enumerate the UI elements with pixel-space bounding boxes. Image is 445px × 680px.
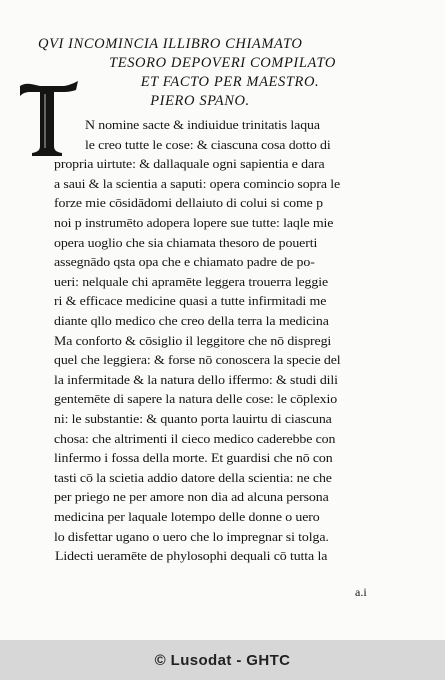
body-line: le creo tutte le cose: & ciascuna cosa dotto di <box>85 137 331 152</box>
title-line-4: PIERO SPANO. <box>150 93 250 109</box>
body-line: quel che leggiera: & forse nō conoscera la specie del <box>54 353 341 368</box>
body-line: opera uoglio che sia chiamata thesoro de pouerti <box>54 235 318 250</box>
body-line: chosa: che altrimenti il cieco medico caderebbe con <box>54 431 336 446</box>
body-line: ni: le substantie: & quanto porta lauirtu di ciascuna <box>54 412 332 426</box>
decorated-initial-letter <box>16 80 86 160</box>
body-line: Lidecti ueramēte de phylosophi dequali cō tutta la <box>55 549 328 564</box>
body-line: gentemēte di sapere la natura delle cose: le cōplexio <box>54 392 338 407</box>
body-line: la infermitade & la natura dello iffermo: & studi dili <box>54 372 338 387</box>
copyright-footer <box>0 640 445 680</box>
body-line: forze mie cōsidādomi dellaiuto di colui si come p <box>54 196 323 211</box>
body-line: tasti cō la scietia addio datore della scientia: ne che <box>54 470 332 485</box>
body-line: assegnādo qsta opa che e chiamato padre de po- <box>54 255 315 270</box>
body-line: propria uirtute: & dallaquale ogni sapientia e dara <box>54 157 325 172</box>
body-line: ri & efficace medicine quasi a tutte infirmitadi me <box>54 294 327 309</box>
title-line-2: TESORO DEPOVERI COMPILATO <box>109 55 336 71</box>
body-line: noi p instrumēto adopera lopere sue tutte: laqle mie <box>54 216 334 230</box>
body-line: Ma conforto & cōsiglio il leggitore che nō dispregi <box>54 333 332 348</box>
body-line: ueri: nelquale chi apramēte leggera trouerra leggie <box>54 274 329 289</box>
body-line: medicina per laquale lotempo delle donne o uero <box>54 510 320 524</box>
copyright-text: © Lusodat - GHTC <box>154 651 291 669</box>
title-line-3: ET FACTO PER MAESTRO. <box>140 74 320 90</box>
body-line: linfermo i fossa della morte. Et guardisi che nō con <box>54 451 333 466</box>
body-line: per priego ne per amore non dia ad alcuna persona <box>54 490 329 505</box>
signature-mark: a.i <box>355 585 367 599</box>
body-line: N nomine sacte & indiuidue trinitatis laqua <box>85 118 320 132</box>
title-line-1: QVI INCOMINCIA ILLIBRO CHIAMATO <box>38 36 303 52</box>
body-line: diante qllo medico che creo della terra la medicina <box>54 314 329 328</box>
body-line: a saui & la scientia a saputi: opera comincio sopra le <box>54 176 341 191</box>
body-line: lo disfettar ugano o uero che lo impregnar si tolga. <box>54 529 329 544</box>
